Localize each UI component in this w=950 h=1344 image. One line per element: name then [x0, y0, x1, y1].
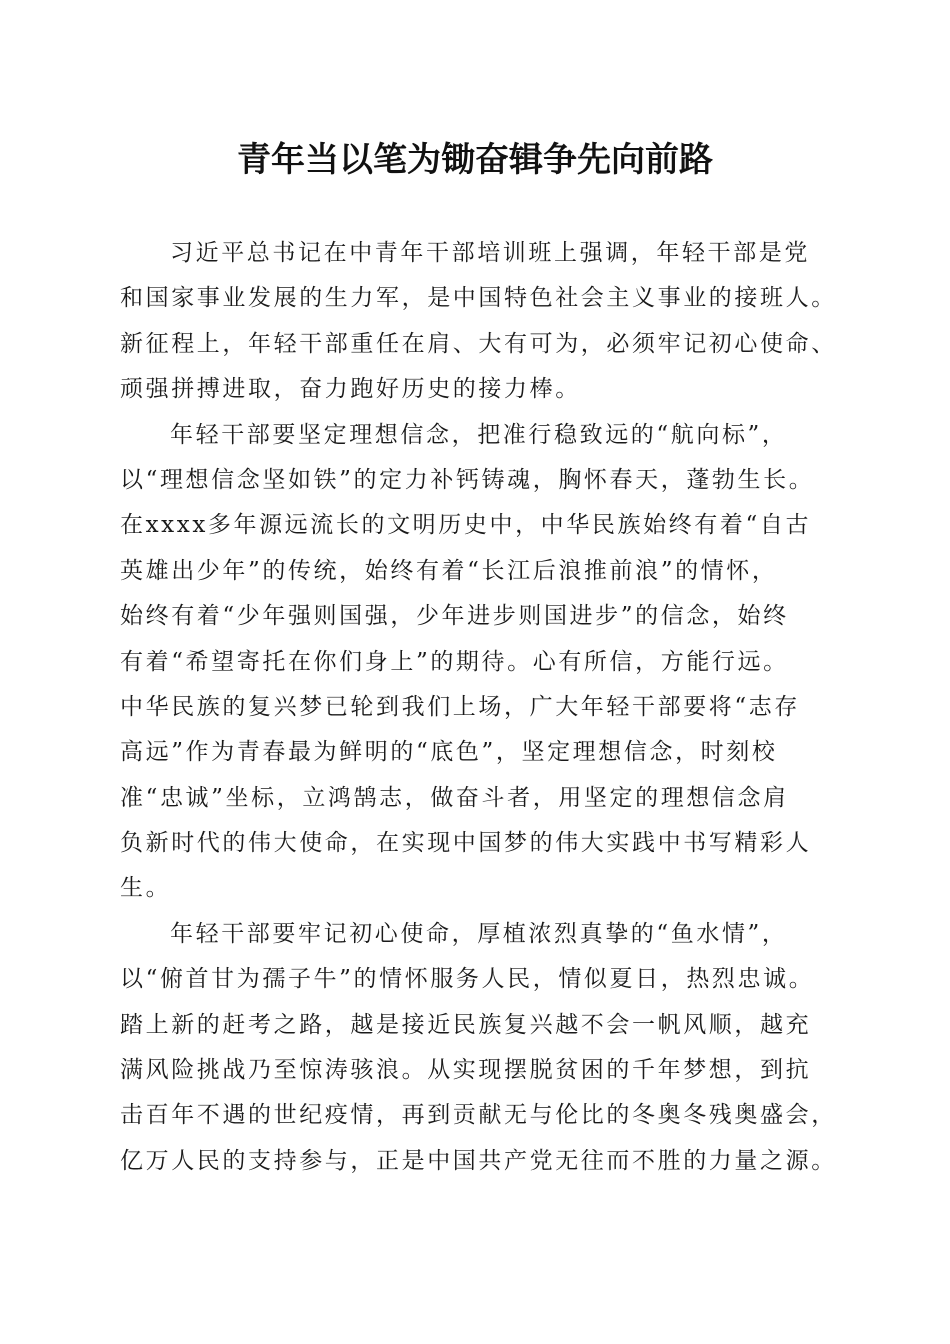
document-body [120, 231, 848, 1184]
text-line: 满风险挑战乃至惊涛骇浪。从实现摆脱贫困的千年梦想，到抗 [120, 1057, 812, 1084]
paragraph-3 [120, 912, 848, 1184]
text-line: 以“理想信念坚如铁”的定力补钙铸魂，胸怀春天，蓬勃生长。 [120, 466, 815, 493]
text-line: 踏上新的赶考之路，越是接近民族复兴越不会一帆风顺，越充 [120, 1011, 812, 1038]
text-line: 新征程上，年轻干部重任在肩、大有可为，必须牢记初心使命、 [120, 330, 837, 357]
text-line: 生。 [120, 875, 172, 902]
text-line: 年轻干部要牢记初心使命，厚植浓烈真挚的“鱼水情”， [170, 920, 788, 947]
text-line: 以“俯首甘为孺子牛”的情怀服务人民，情似夏日，热烈忠诚。 [120, 966, 815, 993]
text-line: 亿万人民的支持参与，正是中国共产党无往而不胜的力量之源。 [120, 1147, 837, 1174]
text-line: 有着“希望寄托在你们身上”的期待。心有所信，方能行远。 [120, 648, 789, 675]
text-line: 习近平总书记在中青年干部培训班上强调，年轻干部是党 [170, 240, 810, 266]
text-line: 英雄出少年”的传统，始终有着“长江后浪推前浪”的情怀， [120, 557, 778, 584]
text-line: 击百年不遇的世纪疫情，再到贡献无与伦比的冬奥冬残奥盛会， [120, 1102, 837, 1129]
text-line: 年轻干部要坚定理想信念，把准行稳致远的“航向标”， [170, 421, 788, 448]
text-line: 在xxxx多年源远流长的文明历史中，中华民族始终有着“自古 [120, 512, 812, 539]
paragraph-2 [120, 413, 848, 912]
text-line: 始终有着“少年强则国强，少年进步则国进步”的信念，始终 [120, 603, 789, 630]
text-line: 准“忠诚”坐标，立鸿鹄志，做奋斗者，用坚定的理想信念肩 [120, 784, 789, 811]
document-title: 青年当以笔为锄奋辑争先向前路 [237, 140, 713, 180]
text-line: 高远”作为青春最为鲜明的“底色”，坚定理想信念，时刻校 [120, 739, 778, 766]
text-line: 中华民族的复兴梦已轮到我们上场，广大年轻干部要将“志存 [120, 693, 800, 720]
paragraph-1 [120, 231, 848, 413]
text-line: 和国家事业发展的生力军，是中国特色社会主义事业的接班人。 [120, 285, 837, 312]
text-line: 顽强拼搏进取，奋力跑好历史的接力棒。 [120, 376, 581, 403]
text-line: 负新时代的伟大使命，在实现中国梦的伟大实践中书写精彩人 [120, 830, 812, 857]
